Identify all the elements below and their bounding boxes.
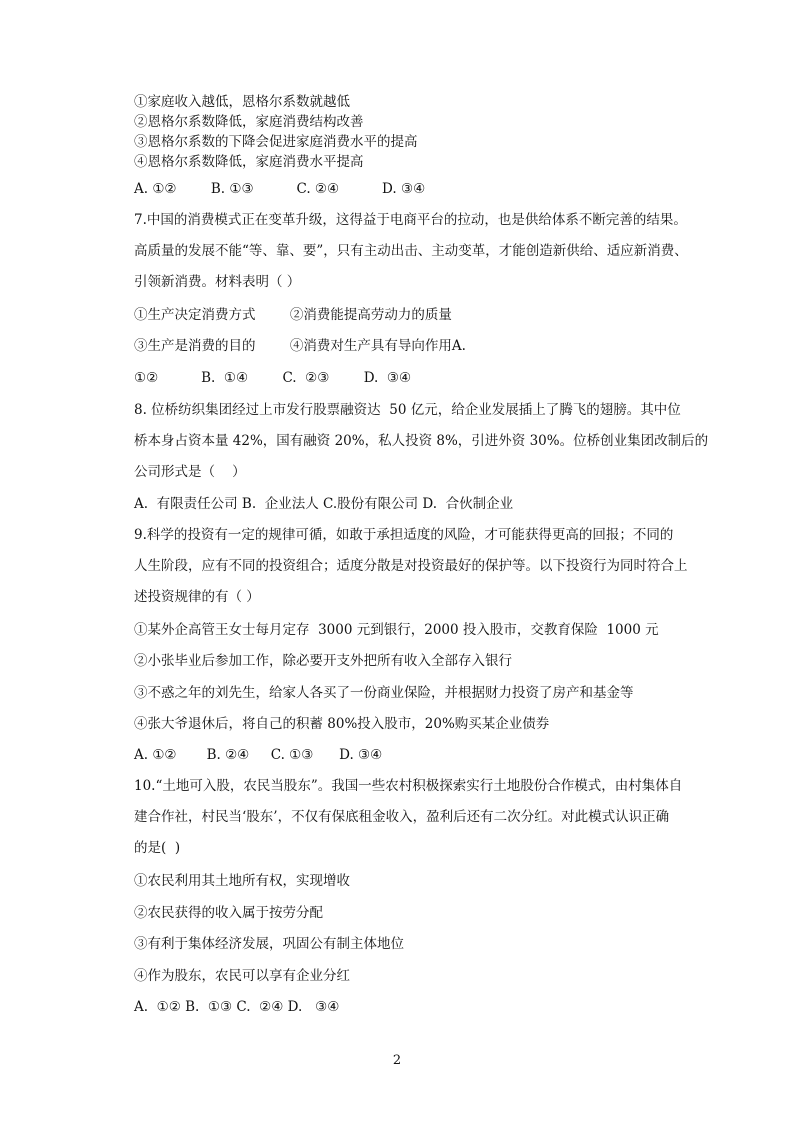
question-9-choice: ②小张毕业后参加工作，除必要开支外把所有收入全部存入银行 — [134, 653, 512, 669]
question-10-choice: ①农民利用其土地所有权，实现增收 — [134, 873, 350, 889]
choice-line: ②恩格尔系数降低，家庭消费结构改善 — [134, 114, 364, 130]
question-10-choice: ③有利于集体经济发展，巩固公有制主体地位 — [134, 936, 404, 952]
question-8-text: 公司形式是（ ） — [134, 464, 246, 480]
question-7-text: 7.中国的消费模式正在变革升级，这得益于电商平台的拉动，也是供给体系不断完善的结果。 — [134, 212, 687, 228]
question-9-choice: ③不惑之年的刘先生，给家人各买了一份商业保险，并根据财力投资了房产和基金等 — [134, 685, 634, 701]
question-9-text: 9.科学的投资有一定的规律可循，如敢于承担适度的风险，才可能获得更高的回报；不同的 — [134, 527, 674, 543]
question-10-options: A. ①② B. ①③ C. ②④ D. ③④ — [134, 999, 340, 1015]
question-7-text: 高质量的发展不能“等、靠、要”，只有主动出击、主动变革，才能创造新供给、适应新消费、 — [134, 243, 688, 259]
choice-line: ④恩格尔系数降低，家庭消费水平提高 — [134, 154, 364, 170]
question-7-text: 引领新消费。材料表明（ ） — [134, 274, 301, 290]
question-10-choice: ④作为股东，农民可以享有企业分红 — [134, 968, 350, 984]
question-9-text: 人生阶段，应有不同的投资组合；适度分散是对投资最好的保护等。以下投资行为同时符合上 — [134, 558, 688, 574]
question-8-options: A. 有限责任公司 B. 企业法人 C.股份有限公司 D. 合伙制企业 — [134, 496, 514, 512]
answer-options: A. ①② B. ①③ C. ②④ D. ③④ — [134, 181, 426, 197]
choice-line: ①家庭收入越低，恩格尔系数就越低 — [134, 94, 350, 110]
question-10-text: 10.“土地可入股，农民当股东”。我国一些农村积极探索实行土地股份合作模式，由村集体自 — [134, 778, 683, 794]
choice-line: ③恩格尔系数的下降会促进家庭消费水平的提高 — [134, 134, 418, 150]
question-10-choice: ②农民获得的收入属于按劳分配 — [134, 905, 323, 921]
page-number: 2 — [392, 1053, 402, 1068]
question-8-text: 8. 位桥纺织集团经过上市发行股票融资达 50 亿元，给企业发展插上了腾飞的翅膀。其中位 — [134, 402, 681, 418]
question-7-choices: ①生产决定消费方式 ②消费能提高劳动力的质量 — [134, 307, 452, 323]
question-10-text: 的是( ) — [134, 840, 181, 856]
question-10-text: 建合作社，村民当‘股东’，不仅有保底租金收入，盈利后还有二次分红。对此模式认识正确 — [134, 809, 670, 825]
question-8-text: 桥本身占资本量 42%，国有融资 20%，私人投资 8%，引进外资 30%。位桥创业集团改制后的 — [134, 433, 709, 449]
question-7-options: ①② B. ①④ C. ②③ D. ③④ — [134, 370, 412, 386]
question-9-choice: ④张大爷退休后，将自己的积蓄 80%投入股市，20%购买某企业债券 — [134, 716, 550, 732]
question-9-options: A. ①② B. ②④ C. ①③ D. ③④ — [134, 747, 383, 763]
question-9-text: 述投资规律的有（ ） — [134, 589, 260, 605]
question-9-choice: ①某外企高管王女士每月定存 3000 元到银行，2000 投入股市，交教育保险 1000 元 — [134, 622, 659, 638]
question-7-choices: ③生产是消费的目的 ④消费对生产具有导向作用A. — [134, 338, 466, 354]
